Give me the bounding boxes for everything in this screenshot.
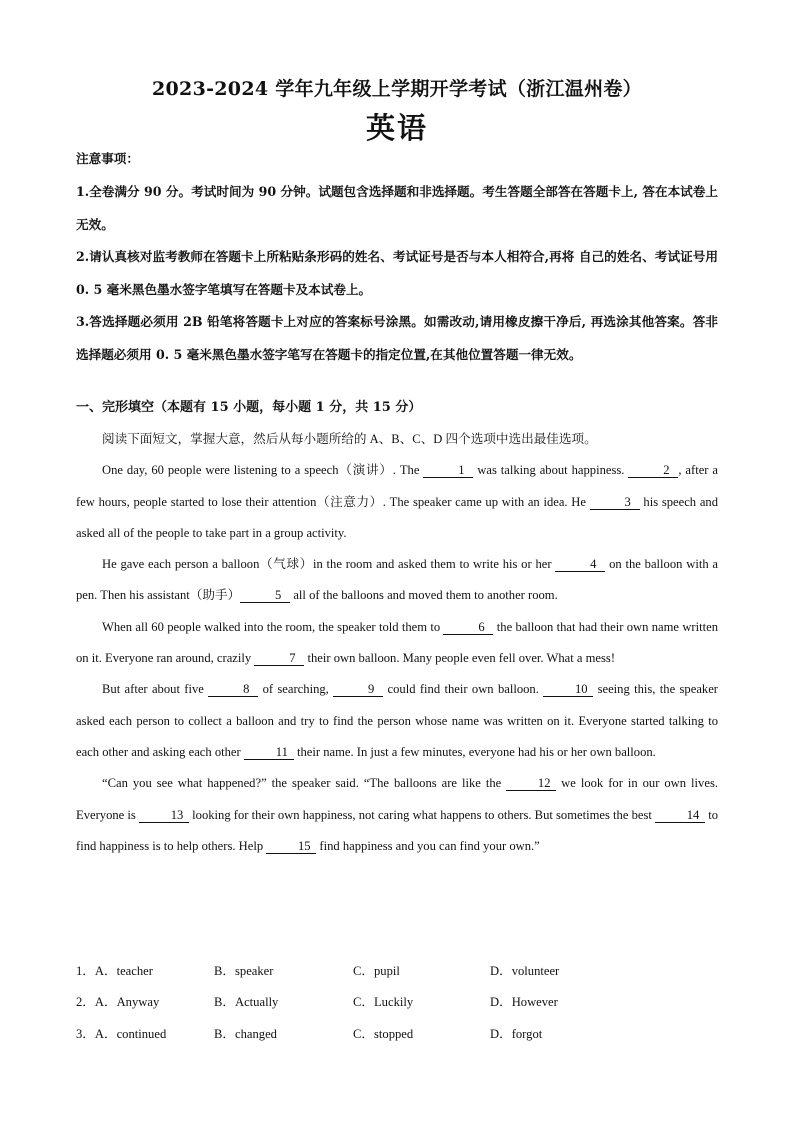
option-d[interactable]: D．forgot xyxy=(490,1026,543,1041)
passage-text: of searching, xyxy=(258,682,334,697)
option-row xyxy=(76,987,718,1018)
note-item: 2.请认真核对监考教师在答题卡上所粘贴条形码的姓名、考试证号是否与本人相符合,再将 自己的姓名、考试证号用 0. 5 毫米黑色墨水签字笔填写在答题卡及本试卷上。 xyxy=(76,249,718,297)
blank-5[interactable]: 5 xyxy=(240,588,290,603)
passage-text: could find their own balloon. xyxy=(383,682,544,697)
passage-text: looking for their own happiness, not caring what happens to others. But sometimes the best xyxy=(188,807,656,822)
blank-13[interactable]: 13 xyxy=(139,808,189,823)
blank-3[interactable]: 3 xyxy=(590,495,640,510)
blank-12[interactable]: 12 xyxy=(506,776,556,791)
passage-text: When all 60 people walked into the room, the speaker told them to xyxy=(102,619,444,634)
option-b[interactable]: B．Actually xyxy=(214,995,279,1010)
section-heading: 一、完形填空（本题有 15 小题，每小题 1 分，共 15 分） xyxy=(76,400,422,415)
option-a[interactable]: 1．A．teacher xyxy=(76,964,153,978)
passage-paragraph xyxy=(76,612,718,675)
subject-title: 英语 xyxy=(365,111,428,145)
option-b[interactable]: B．changed xyxy=(214,1026,277,1041)
cloze-passage xyxy=(76,424,718,862)
passage-text: the balloon that had their own name written on it. Everyone ran around, crazily xyxy=(76,619,718,666)
passage-text: was talking about happiness. xyxy=(473,463,629,478)
passage-text: seeing this, the speaker asked each person to collect a balloon and try to find the person whose name was written on it. Everyone started talking to each other and asking each other xyxy=(76,682,718,759)
passage-text: all of the balloons and moved them to another room. xyxy=(290,588,558,603)
option-a[interactable]: 2．A．Anyway xyxy=(76,995,160,1010)
option-a[interactable]: 3．A．continued xyxy=(76,1026,167,1041)
passage-text: their own balloon. Many people even fell over. What a mess! xyxy=(304,651,616,666)
blank-9[interactable]: 9 xyxy=(333,682,383,697)
blank-6[interactable]: 6 xyxy=(443,620,493,635)
passage-paragraph xyxy=(76,455,718,549)
passage-text: his speech and asked all of the people to take part in a group activity. xyxy=(76,494,719,540)
blank-11[interactable]: 11 xyxy=(244,745,294,760)
note-item: 1.全卷满分 90 分。考试时间为 90 分钟。试题包含选择题和非选择题。考生答题全部答在答题卡上, 答在本试卷上无效。 xyxy=(76,184,718,232)
passage-text: to find happiness is to help others. Help xyxy=(76,807,719,853)
blank-7[interactable]: 7 xyxy=(254,651,304,666)
blank-8[interactable]: 8 xyxy=(208,682,258,697)
note-item: 3.答选择题必须用 2B 铅笔将答题卡上对应的答案标号涂黑。如需改动,请用橡皮擦干净后, 再选涂其他答案。答非选择题必须用 0. 5 毫米黑色墨水签字笔写在答题卡的指定位置,在其他位置答题一律无效。 xyxy=(76,314,718,362)
passage-text: we look for in our own lives. Everyone is xyxy=(76,776,718,822)
notes-heading: 注意事项： xyxy=(76,151,139,166)
passage-text: find happiness and you can find your own.” xyxy=(316,838,540,853)
passage-text: , after a few hours, people started to lose their attention（注意力）. The speaker came up with an idea. He xyxy=(76,463,718,509)
blank-14[interactable]: 14 xyxy=(655,808,705,823)
passage-paragraph xyxy=(76,549,718,612)
passage-text: “Can you see what happened?” the speaker said. “The balloons are like the xyxy=(102,776,507,791)
exam-title: 2023-2024 学年九年级上学期开学考试（浙江温州卷） xyxy=(152,78,642,100)
option-row xyxy=(76,1019,718,1050)
instruction-text: 阅读下面短文，掌握大意，然后从每小题所给的 A、B、C、D 四个选项中选出最佳选项。 xyxy=(102,432,597,446)
passage-text: He gave each person a balloon（气球）in the room and asked them to write his or her xyxy=(102,557,556,572)
passage-text: One day, 60 people were listening to a speech（演讲）. The xyxy=(102,463,424,478)
passage-text: But after about five xyxy=(102,682,209,697)
option-d[interactable]: D．However xyxy=(490,995,558,1010)
passage-text: their name. In just a few minutes, everyone had his or her own balloon. xyxy=(293,744,656,759)
blank-2[interactable]: 2 xyxy=(628,463,678,478)
option-c[interactable]: C．stopped xyxy=(353,1026,414,1041)
blank-1[interactable]: 1 xyxy=(423,463,473,478)
passage-text: on the balloon with a pen. Then his assistant（助手） xyxy=(76,557,718,603)
passage-paragraph xyxy=(76,674,718,768)
blank-4[interactable]: 4 xyxy=(555,557,605,572)
passage-paragraph xyxy=(76,768,718,862)
blank-15[interactable]: 15 xyxy=(266,839,316,854)
options-list xyxy=(76,956,718,1050)
option-d[interactable]: D．volunteer xyxy=(490,964,560,978)
option-row xyxy=(76,956,718,987)
blank-10[interactable]: 10 xyxy=(543,682,593,697)
option-c[interactable]: C．Luckily xyxy=(353,995,414,1010)
notes-section xyxy=(76,150,718,371)
option-b[interactable]: B．speaker xyxy=(214,964,274,978)
option-c[interactable]: C．pupil xyxy=(353,964,400,978)
